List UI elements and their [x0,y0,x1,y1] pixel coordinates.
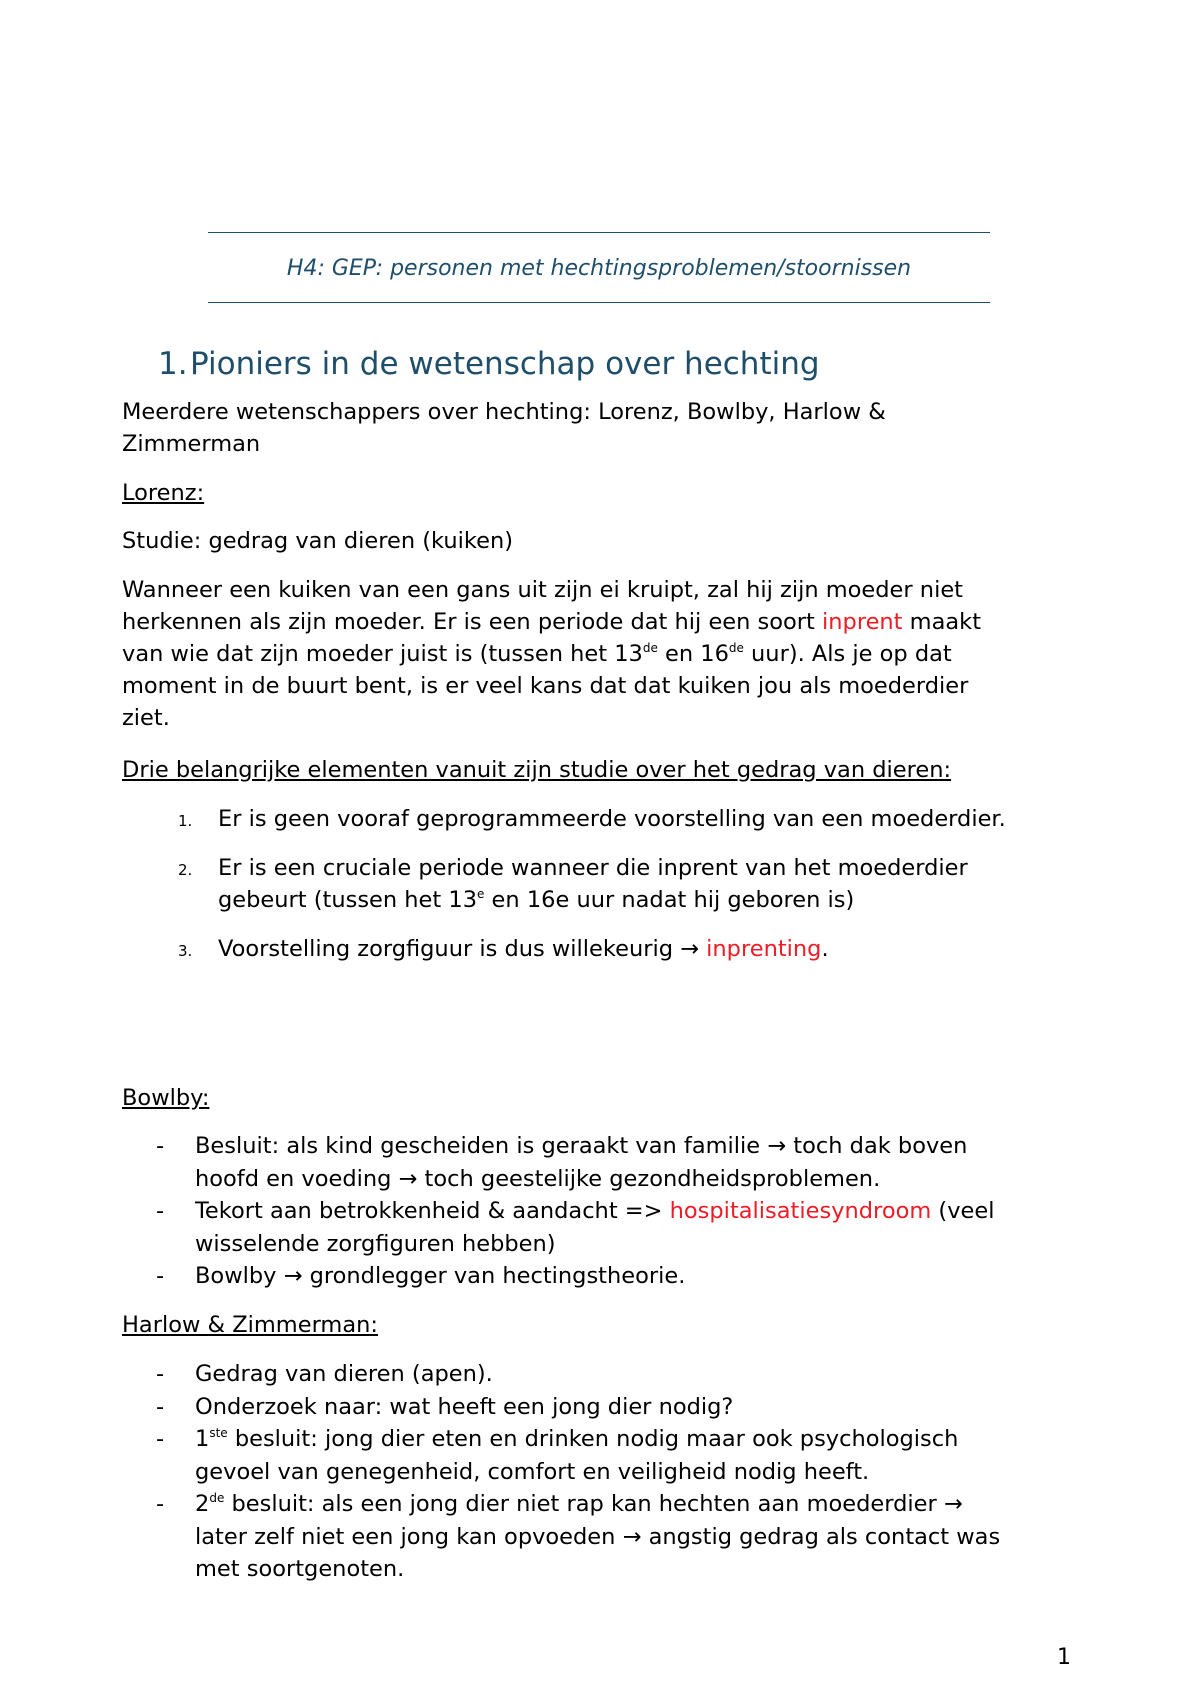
elements-heading-text: Drie belangrijke elementen vanuit zijn studie over het gedrag van dieren: [122,757,952,783]
paragraph-line [122,638,1082,670]
bowlby-list [122,1130,1082,1293]
text-run: besluit: jong dier eten en drinken nodig maar ook psychologisch [227,1426,959,1452]
list-item [122,803,1082,835]
list-item [122,1130,1082,1195]
list-item [122,1358,1082,1391]
text-run: uur). Als je op dat [743,641,952,667]
paragraph-line: Wanneer een kuiken van een gans uit zijn ei kruipt, zal hij zijn moeder niet [122,577,963,603]
bowlby-heading [122,1082,1082,1114]
list-marker: 3. [178,942,193,960]
list-item-text [218,884,1082,916]
paragraph-line: ziet. [122,705,170,731]
list-item-text [195,1195,1082,1228]
dash-marker: - [156,1133,165,1159]
list-item-text: later zelf niet een jong kan opvoeden → angstig gedrag als contact was [195,1523,1001,1550]
paragraph-line: moment in de buurt bent, is er veel kans dat dat kuiken jou als moederdier [122,673,969,699]
text-run: maakt [902,609,982,635]
list-item-text [195,1423,1082,1456]
list-item-text: hoofd en voeding → toch geestelijke gezondheidsproblemen. [195,1165,881,1192]
elements-heading [122,754,1082,786]
paragraph-line [122,606,1082,638]
list-item-text [218,933,1082,965]
list-item-text [195,1488,1082,1521]
ordinal-sup: ste [209,1426,228,1440]
lorenz-paragraph [122,574,1082,734]
harlow-list [122,1358,1082,1586]
list-item-text: Onderzoek naar: wat heeft een jong dier nodig? [195,1393,734,1420]
document-subtitle: H4: GEP: personen met hechtingsproblemen/stoornissen [286,256,912,281]
bowlby-heading-text: Bowlby: [122,1085,210,1111]
text-run: . [821,936,829,962]
intro-paragraph [122,396,1082,460]
ordinal-sup: de [209,1491,225,1505]
section-title: Pioniers in de wetenschap over hechting [190,346,820,382]
harlow-heading [122,1309,1082,1341]
list-item [122,852,1082,916]
page-number: 1 [1057,1645,1071,1670]
list-item-text: wisselende zorgfiguren hebben) [195,1230,556,1257]
text-run: gebeurt (tussen het 13 [218,887,478,913]
text-run: van wie dat zijn moeder juist is (tussen het 13 [122,641,643,667]
term-inprent: inprent [822,609,903,635]
list-item-text: met soortgenoten. [195,1556,405,1582]
intro-line: Meerdere wetenschappers over hechting: Lorenz, Bowlby, Harlow & [122,399,886,425]
list-item-text: Bowlby → grondlegger van hectingstheorie. [195,1263,686,1289]
lorenz-heading-text: Lorenz: [122,480,205,506]
ordinal-sup: e [477,887,485,901]
list-item-text: gevoel van genegenheid, comfort en veiligheid nodig heeft. [195,1458,870,1485]
intro-line: Zimmerman [122,431,261,457]
list-item-text: Besluit: als kind gescheiden is geraakt van familie → toch dak boven [195,1133,968,1159]
text-run: herkennen als zijn moeder. Er is een periode dat hij een soort [122,609,823,635]
dash-marker: - [156,1198,165,1224]
elements-list [122,803,1082,965]
text-run: en 16e uur nadat hij geboren is) [484,887,855,913]
lorenz-study: Studie: gedrag van dieren (kuiken) [122,528,513,554]
list-item-text: Gedrag van dieren (apen). [195,1361,493,1387]
dash-marker: - [156,1426,165,1452]
dash-marker: - [156,1393,165,1420]
list-marker: 1. [178,812,193,830]
dash-marker: - [156,1263,165,1289]
ordinal-sup: de [728,641,744,655]
dash-marker: - [156,1361,165,1387]
section-heading [158,346,820,382]
header-rule-top [208,232,990,233]
text-run: Tekort aan betrokkenheid & aandacht => [195,1198,670,1224]
term-hospitalisatiesyndroom: hospitalisatiesyndroom [669,1198,932,1224]
harlow-heading-text: Harlow & Zimmerman: [122,1312,378,1338]
text-run: 1 [195,1426,210,1452]
text-run: en 16 [657,641,729,667]
lorenz-heading [122,477,1082,509]
text-run: 2 [195,1491,210,1517]
text-run: besluit: als een jong dier niet rap kan hechten aan moederdier → [224,1491,963,1517]
list-item [122,1423,1082,1488]
header-rule-bottom [208,302,990,303]
list-item [122,1391,1082,1424]
section-number: 1. [158,346,188,382]
list-item [122,1488,1082,1586]
list-item [122,1260,1082,1293]
dash-marker: - [156,1491,165,1517]
ordinal-sup: de [642,641,658,655]
text-run: (veel [931,1198,995,1224]
list-item-text: Er is geen vooraf geprogrammeerde voorstelling van een moederdier. [218,806,1006,832]
list-marker: 2. [178,861,193,879]
term-inprenting: inprenting [706,936,822,962]
list-item [122,1195,1082,1260]
text-run: Voorstelling zorgfiguur is dus willekeurig → [218,936,707,962]
list-item [122,933,1082,965]
list-item-text: Er is een cruciale periode wanneer die inprent van het moederdier [218,855,968,881]
